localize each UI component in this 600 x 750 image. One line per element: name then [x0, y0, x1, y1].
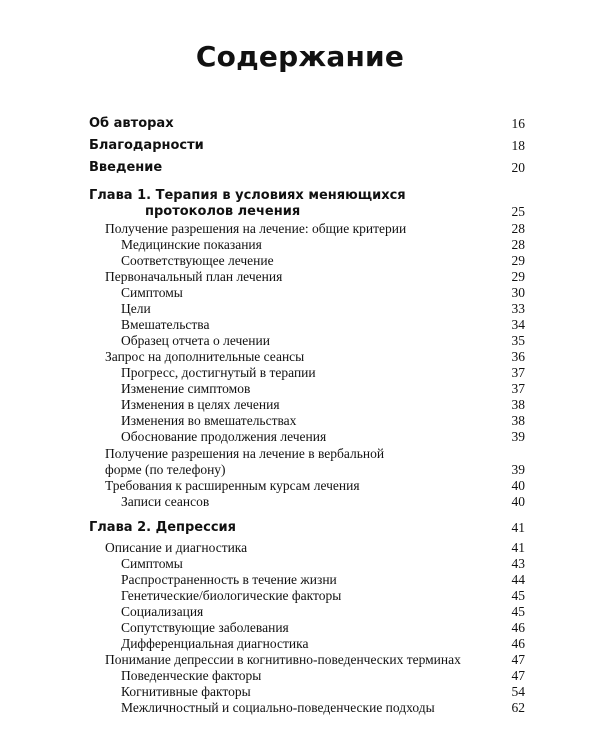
toc-page-number: 44	[511, 572, 525, 587]
toc-entry-label: Симптомы	[121, 556, 183, 571]
toc-entry-label: Запрос на дополнительные сеансы	[105, 349, 305, 364]
toc-page-number: 18	[511, 138, 525, 153]
toc-entry-label: Требования к расширенным курсам лечения	[105, 478, 360, 493]
toc-entry-label: Глава 2. Депрессия	[89, 520, 236, 535]
toc-page-number: 28	[511, 237, 525, 252]
toc-entry-label: Когнитивные факторы	[121, 684, 251, 699]
toc-entry-label: Введение	[89, 160, 163, 175]
toc-entry-label: Соответствующее лечение	[121, 253, 274, 268]
toc-entry-label: Получение разрешения на лечение: общие критерии	[105, 221, 407, 236]
toc-page-number: 35	[511, 333, 525, 348]
toc-entry-label: Записи сеансов	[121, 494, 210, 509]
toc-page-number: 40	[511, 494, 525, 509]
toc-page-number: 36	[511, 349, 525, 364]
toc-page-number: 28	[511, 221, 525, 236]
toc-page-number: 20	[511, 160, 525, 175]
toc-entry-label: Распространенность в течение жизни	[121, 572, 337, 587]
toc-entry-label: Обоснование продолжения лечения	[121, 429, 327, 444]
toc-entry-label: Симптомы	[121, 285, 183, 300]
toc-page-number: 34	[511, 317, 525, 332]
toc-page-number: 33	[511, 301, 525, 316]
toc-entry-label: Цели	[121, 301, 151, 316]
toc-page-number: 45	[511, 588, 525, 603]
toc-page-number: 16	[511, 116, 525, 131]
toc-entry-label: Понимание депрессии в когнитивно-поведенческих терминах	[105, 652, 461, 667]
toc-entry-label: Сопутствующие заболевания	[121, 620, 289, 635]
toc-page-number: 39	[511, 429, 525, 444]
toc-entry-label: Медицинские показания	[121, 237, 262, 252]
toc-page-number: 41	[511, 540, 525, 555]
toc-entry-label: Глава 1. Терапия в условиях меняющихся	[89, 188, 406, 203]
toc-page-number: 38	[511, 413, 525, 428]
toc-entry-label: Первоначальный план лечения	[105, 269, 283, 284]
toc-entry-label: Вмешательства	[121, 317, 210, 332]
toc-page-number: 43	[511, 556, 525, 571]
toc-page-number: 45	[511, 604, 525, 619]
toc-page-number: 39	[511, 462, 525, 477]
toc-page-number: 40	[511, 478, 525, 493]
toc-page-number: 37	[511, 381, 525, 396]
toc-entry-label: Изменения в целях лечения	[121, 397, 280, 412]
toc-page-number: 46	[511, 620, 525, 635]
toc-page-number: 37	[511, 365, 525, 380]
toc-page-number: 25	[511, 204, 525, 219]
toc-page-number: 29	[511, 269, 525, 284]
toc-entry-label: Социализация	[121, 604, 204, 619]
toc-page-number: 62	[511, 700, 525, 715]
toc-page-number: 29	[511, 253, 525, 268]
toc-entry-label: Поведенческие факторы	[121, 668, 262, 683]
toc-entry-label: Описание и диагностика	[105, 540, 248, 555]
toc-entry-label: Благодарности	[89, 138, 204, 153]
toc-page-number: 47	[511, 668, 525, 683]
toc-page-number: 30	[511, 285, 525, 300]
toc-page-number: 46	[511, 636, 525, 651]
toc-entry-label: Дифференциальная диагностика	[121, 636, 309, 651]
toc-entry-label: Изменение симптомов	[121, 381, 251, 396]
toc-entry-label: Генетические/биологические факторы	[121, 588, 342, 603]
toc-entry-label: Получение разрешения на лечение в вербальной	[105, 446, 385, 461]
page-title: Содержание	[195, 40, 405, 73]
toc-page-number: 41	[511, 520, 525, 535]
toc-entry-label: протоколов лечения	[145, 204, 301, 219]
toc-page-number: 54	[511, 684, 525, 699]
toc-page-number: 38	[511, 397, 525, 412]
toc-entry-label: Об авторах	[89, 116, 174, 131]
toc-entry-label: Прогресс, достигнутый в терапии	[121, 365, 316, 380]
toc-page-number: 47	[511, 652, 525, 667]
toc-entry-label: форме (по телефону)	[105, 462, 226, 477]
toc-entry-label: Межличностный и социально-поведенческие подходы	[121, 700, 435, 715]
toc-entry-label: Изменения во вмешательствах	[121, 413, 297, 428]
toc-entry-label: Образец отчета о лечении	[121, 333, 270, 348]
